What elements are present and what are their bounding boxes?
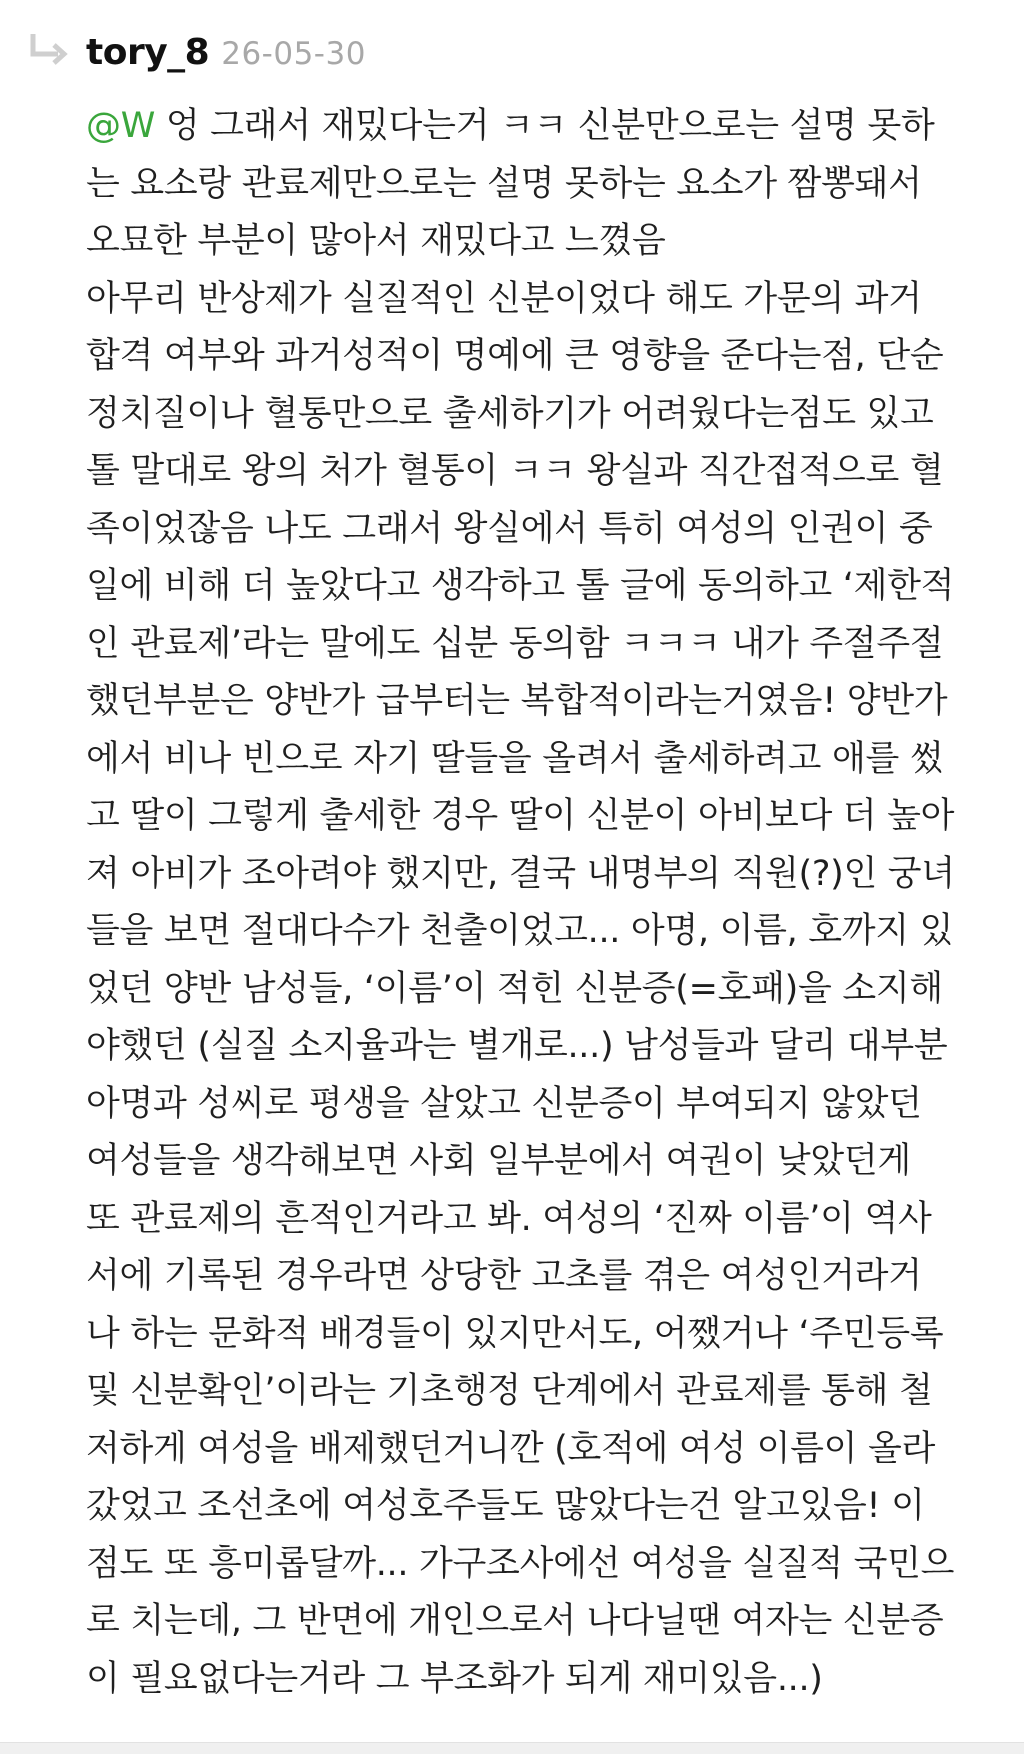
comment-line: 서에 기록된 경우라면 상당한 고초를 겪은 여성인거라거 (86, 1256, 922, 1296)
reply-arrow-icon (28, 32, 68, 66)
comment-line: 갔었고 조선초에 여성호주들도 많았다는건 알고있음! 이 (86, 1486, 925, 1526)
comment-line: 는 요소랑 관료제만으로는 설명 못하는 요소가 짬뽕돼서 (86, 163, 922, 204)
comment-line: 인 관료제’라는 말에도 십분 동의함 ㅋㅋㅋ 내가 주절주절 (86, 623, 944, 664)
comment-line: 아명과 성씨로 평생을 살았고 신분증이 부여되지 않았던 (86, 1083, 922, 1124)
comment-body (86, 98, 1006, 1708)
comment-line-text: 엉 그래서 재밌다는거 ㅋㅋ 신분만으로는 설명 못하 (155, 106, 935, 146)
comment-line: 및 신분확인’이라는 기초행정 단계에서 관료제를 통해 철 (86, 1371, 933, 1411)
comment-line: 점도 또 흥미롭달까... 가구조사에선 여성을 실질적 국민으 (86, 1543, 955, 1584)
mention-link[interactable]: @W (86, 106, 156, 146)
comment-line: 합격 여부와 과거성적이 명예에 큰 영향을 준다는점, 단순 (86, 336, 944, 376)
comment-line: 일에 비해 더 높았다고 생각하고 톨 글에 동의하고 ‘제한적 (86, 566, 955, 606)
comment-line: 저하게 여성을 배제했던거니깐 (호적에 여성 이름이 올라 (86, 1428, 936, 1469)
comment-line (86, 98, 1006, 156)
comment-line: 로 치는데, 그 반면에 개인으로서 나다닐땐 여자는 신분증 (86, 1601, 944, 1641)
comment-line: 었던 양반 남성들, ‘이름’이 적힌 신분증(=호패)을 소지해 (86, 968, 943, 1009)
username[interactable]: tory_8 (86, 32, 210, 73)
comment-line: 나 하는 문화적 배경들이 있지만서도, 어쨌거나 ‘주민등록 (86, 1313, 944, 1354)
comment-line: 또 관료제의 흔적인거라고 봐. 여성의 ‘진짜 이름’이 역사 (86, 1198, 932, 1239)
comment-line: 오묘한 부분이 많아서 재밌다고 느꼈음 (86, 221, 666, 261)
divider (0, 1742, 1024, 1754)
comment-line: 여성들을 생각해보면 사회 일부분에서 여권이 낮았던게 (86, 1141, 911, 1181)
comment-line: 했던부분은 양반가 급부터는 복합적이라는거였음! 양반가 (86, 681, 948, 721)
comment-line: 야했던 (실질 소지율과는 별개로...) 남성들과 달리 대부분 (86, 1026, 948, 1066)
comment-line: 톨 말대로 왕의 처가 혈통이 ㅋㅋ 왕실과 직간접적으로 혈 (86, 451, 944, 491)
comment-line: 져 아비가 조아려야 했지만, 결국 내명부의 직원(?)인 궁녀 (86, 853, 955, 894)
comment-date: 26-05-30 (221, 36, 366, 72)
comment-line: 아무리 반상제가 실질적인 신분이었다 해도 가문의 과거 (86, 278, 922, 319)
comment-line: 이 필요없다는거라 그 부조화가 되게 재미있음...) (86, 1658, 823, 1699)
comment-header (86, 32, 366, 84)
comment-line: 들을 보면 절대다수가 천출이었고... 아명, 이름, 호까지 있 (86, 911, 954, 951)
comment-line: 정치질이나 혈통만으로 출세하기가 어려웠다는점도 있고 (86, 393, 934, 434)
comment-line: 고 딸이 그렇게 출세한 경우 딸이 신분이 아비보다 더 높아 (86, 796, 955, 836)
comment-line: 에서 비나 빈으로 자기 딸들을 올려서 출세하려고 애를 썼 (86, 738, 944, 779)
comment-line: 족이었잖음 나도 그래서 왕실에서 특히 여성의 인권이 중 (86, 508, 933, 549)
